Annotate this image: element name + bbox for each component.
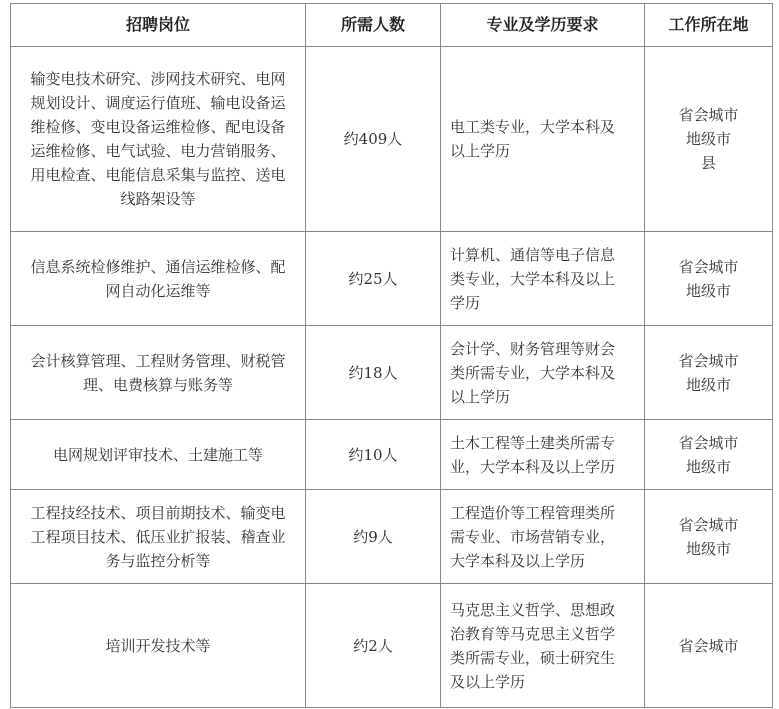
header-location: 工作所在地 [645, 4, 773, 47]
position-cell-line: 会计核算管理、工程财务管理、财税管 [30, 351, 286, 370]
table-header-row [11, 4, 773, 47]
location-cell [645, 326, 773, 420]
position-cell-line: 用电检查、电能信息采集与监控、送电 [30, 166, 286, 184]
requirement-cell [441, 47, 645, 232]
requirement-cell-line: 会计学、财务管理等财会 [450, 339, 616, 358]
count-cell [306, 420, 441, 490]
location-cell [645, 47, 773, 232]
position-cell [11, 47, 306, 232]
position-cell [11, 490, 306, 584]
position-cell-line: 工程项目技术、低压业扩报装、稽查业 [30, 527, 286, 546]
requirement-cell [441, 490, 645, 584]
position-cell-line: 务与监控分析等 [105, 551, 211, 570]
requirement-cell-line: 马克思主义哲学、思想政 [450, 600, 616, 619]
requirement-cell-line: 土木工程等土建类所需专 [450, 433, 616, 452]
table-row [11, 232, 773, 326]
position-cell-line: 培训开发技术等 [105, 636, 211, 655]
requirement-cell-line: 及以上学历 [450, 672, 526, 691]
position-cell-line: 工程技经技术、项目前期技术、输变电 [30, 503, 286, 522]
requirement-cell [441, 584, 645, 708]
location-cell-line: 省会城市 [678, 515, 739, 534]
requirement-cell [441, 420, 645, 490]
table-row [11, 490, 773, 584]
requirement-cell-line: 大学本科及以上学历 [450, 551, 586, 570]
location-cell [645, 420, 773, 490]
count-cell [306, 584, 441, 708]
position-cell-line: 理、电费核算与账务等 [82, 375, 233, 394]
count-cell-line: 约18人 [348, 363, 398, 382]
position-cell [11, 232, 306, 326]
requirement-cell-line: 以上学历 [450, 387, 511, 406]
position-cell-line: 运维检修、电气试验、电力营销服务、 [30, 142, 286, 160]
position-cell [11, 584, 306, 708]
count-cell [306, 232, 441, 326]
location-cell-line: 地级市 [685, 375, 731, 394]
table-row [11, 326, 773, 420]
position-cell [11, 420, 306, 490]
location-cell-line: 省会城市 [678, 636, 739, 655]
header-count: 所需人数 [306, 4, 441, 47]
table-row [11, 420, 773, 490]
requirement-cell [441, 232, 645, 326]
location-cell-line: 县 [700, 154, 716, 172]
requirement-cell-line: 治教育等马克思主义哲学 [450, 624, 616, 643]
requirement-cell-line: 学历 [450, 293, 481, 312]
requirement-cell-line: 需专业、市场营销专业， [450, 527, 616, 546]
count-cell-line: 约25人 [348, 269, 398, 288]
recruitment-table [10, 3, 773, 708]
position-cell-line: 信息系统检修维护、通信运维检修、配 [30, 257, 286, 276]
requirement-cell-line: 工程造价等工程管理类所 [450, 503, 616, 522]
position-cell [11, 326, 306, 420]
count-cell-line: 约409人 [343, 130, 403, 148]
location-cell-line: 地级市 [685, 281, 731, 300]
position-cell-line: 线路架设等 [120, 190, 196, 208]
position-cell-line: 电网规划评审技术、土建施工等 [52, 445, 263, 464]
header-position: 招聘岗位 [11, 4, 306, 47]
count-cell-line: 约9人 [353, 527, 393, 546]
requirement-cell-line: 类所需专业，大学本科及 [450, 363, 616, 382]
location-cell-line: 省会城市 [678, 257, 739, 276]
location-cell-line: 省会城市 [678, 433, 739, 452]
requirement-cell-line: 类所需专业，硕士研究生 [450, 648, 616, 667]
requirement-cell-line: 以上学历 [450, 142, 511, 160]
position-cell-line: 输变电技术研究、涉网技术研究、电网 [30, 70, 286, 88]
header-requirement: 专业及学历要求 [441, 4, 645, 47]
footer-note [10, 700, 772, 709]
position-cell-line: 维检修、变电设备运维检修、配电设备 [30, 118, 286, 136]
location-cell [645, 232, 773, 326]
location-cell-line: 省会城市 [678, 351, 739, 370]
requirement-cell-line: 类专业，大学本科及以上 [450, 269, 616, 288]
position-cell-line: 规划设计、调度运行值班、输电设备运 [30, 94, 286, 112]
table-row [11, 584, 773, 708]
count-cell [306, 326, 441, 420]
count-cell-line: 约10人 [348, 445, 398, 464]
table-body [11, 47, 773, 708]
location-cell [645, 584, 773, 708]
count-cell [306, 47, 441, 232]
count-cell [306, 490, 441, 584]
location-cell-line: 地级市 [685, 539, 731, 558]
position-cell-line: 网自动化运维等 [105, 281, 211, 300]
requirement-cell-line: 业，大学本科及以上学历 [450, 457, 616, 476]
count-cell-line: 约2人 [353, 636, 393, 655]
requirement-cell-line: 电工类专业，大学本科及 [450, 118, 616, 136]
location-cell-line: 省会城市 [678, 106, 739, 124]
requirement-cell-line: 计算机、通信等电子信息 [450, 245, 616, 264]
table-row [11, 47, 773, 232]
location-cell [645, 490, 773, 584]
location-cell-line: 地级市 [685, 457, 731, 476]
requirement-cell [441, 326, 645, 420]
location-cell-line: 地级市 [685, 130, 731, 148]
